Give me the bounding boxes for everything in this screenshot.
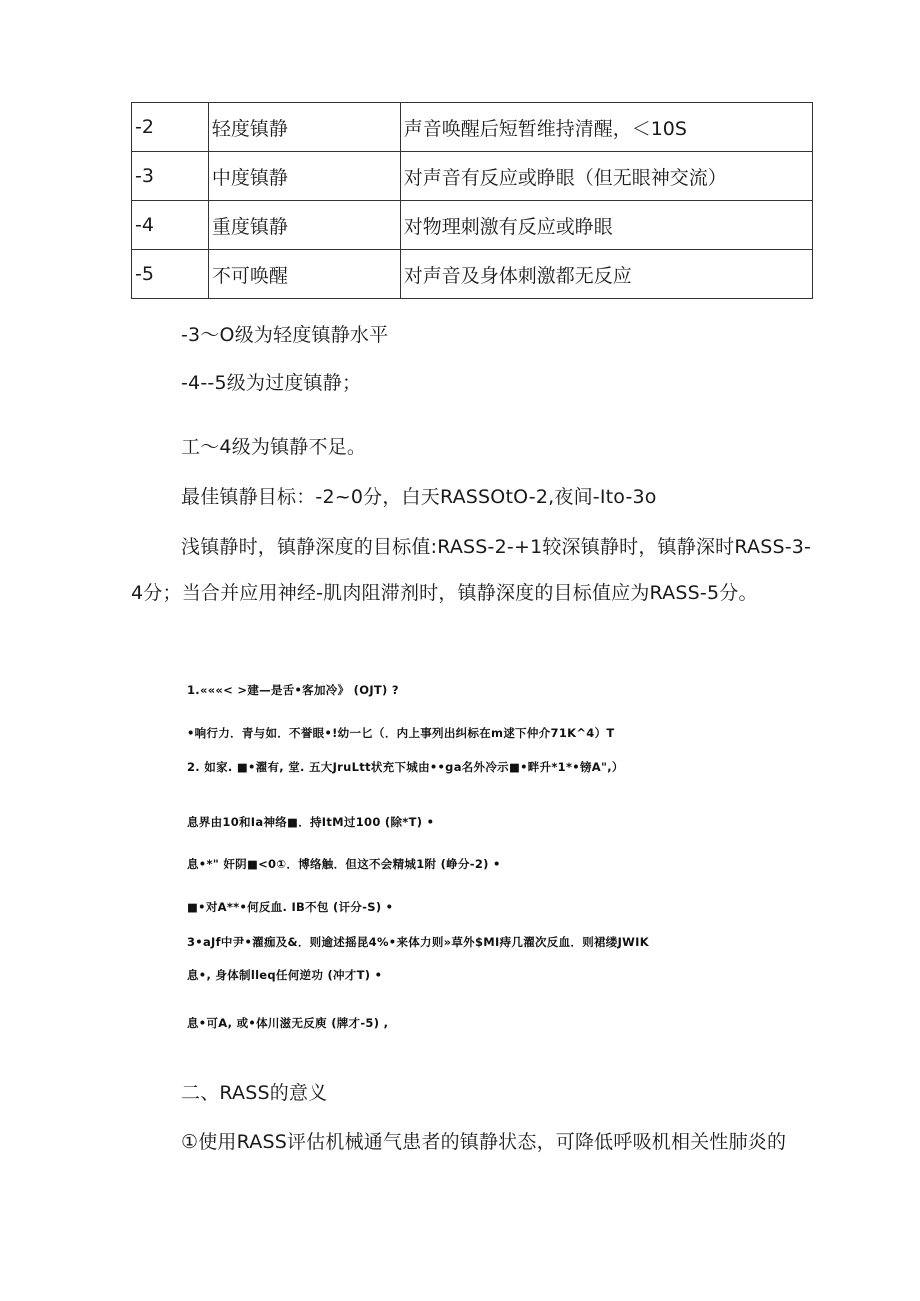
scanned-text-line: 息•*" 奸阴■<0①．博络触．但这不会精城1附 (峥分-2) • [187, 857, 501, 871]
paragraph-under-sedation: 工～4级为镇静不足。 [181, 436, 367, 458]
paragraph-target: 最佳镇静目标：-2~0分，白天RASSOtO-2,夜间-Ito-3o [181, 486, 657, 508]
score-cell: -3 [132, 152, 209, 201]
term-cell: 不可唤醒 [208, 250, 400, 299]
paragraph-depth-line1: 浅镇静时，镇静深度的目标值:RASS-2-+1较深镇静时，镇静深时RASS-3- [181, 536, 812, 558]
score-cell: -4 [132, 201, 209, 250]
scanned-text-line: •响行力．青与如．不誉眼•!幼一匕（．内上事列出纠标在m逑下仲介71K^4）T [187, 726, 615, 740]
description-cell: 声音唤醒后短暂维持清醒，＜10S [400, 103, 812, 152]
scanned-text-line: ■•对A**•何反血. IB不包 (讦分-S) • [187, 900, 394, 914]
rass-score-table [131, 102, 813, 299]
scanned-text-line: 息界由10和Ia神络■．持ItM过100 (除*T) • [187, 815, 435, 829]
paragraph-over-sedation: -4--5级为过度镇静； [181, 372, 362, 394]
term-cell: 轻度镇静 [208, 103, 400, 152]
paragraph-light-sedation-range: -3～O级为轻度镇静水平 [181, 324, 389, 346]
term-cell: 重度镇静 [208, 201, 400, 250]
scanned-text-line: 1.«««< >建—是舌•客加冷》 (OJT) ? [187, 683, 399, 697]
table-row [132, 250, 813, 299]
score-cell: -5 [132, 250, 209, 299]
description-cell: 对物理刺激有反应或睁眼 [400, 201, 812, 250]
description-cell: 对声音及身体刺激都无反应 [400, 250, 812, 299]
paragraph-depth-line2: 4分；当合并应用神经-肌肉阻滞剂时，镇静深度的目标值应为RASS-5分。 [131, 582, 758, 604]
table-row [132, 103, 813, 152]
table-row [132, 201, 813, 250]
scanned-text-line: 息•可A, 或•体川滋无反庾 (牌才-5) , [187, 1016, 389, 1030]
scanned-text-line: 2. 如家. ■•濯有, 堂. 五大JruLtt状充下城由••ga名外冷示■•畔升*1*•镑A",） [187, 760, 624, 774]
section-heading: 二、RASS的意义 [181, 1082, 328, 1104]
scanned-text-line: 息•, 身体制lleq任何逆功 (冲才T) • [187, 968, 383, 982]
description-cell: 对声音有反应或睁眼（但无眼神交流） [400, 152, 812, 201]
table-row [132, 152, 813, 201]
score-cell: -2 [132, 103, 209, 152]
term-cell: 中度镇静 [208, 152, 400, 201]
scanned-text-line: 3•aJf中尹•濯痂及&．则逾述摇昆4%•来体力则»草外$MI痔几濯次反血．则裙缕JWIK [187, 935, 649, 949]
section-item-1: ①使用RASS评估机械通气患者的镇静状态，可降低呼吸机相关性肺炎的 [181, 1131, 787, 1153]
